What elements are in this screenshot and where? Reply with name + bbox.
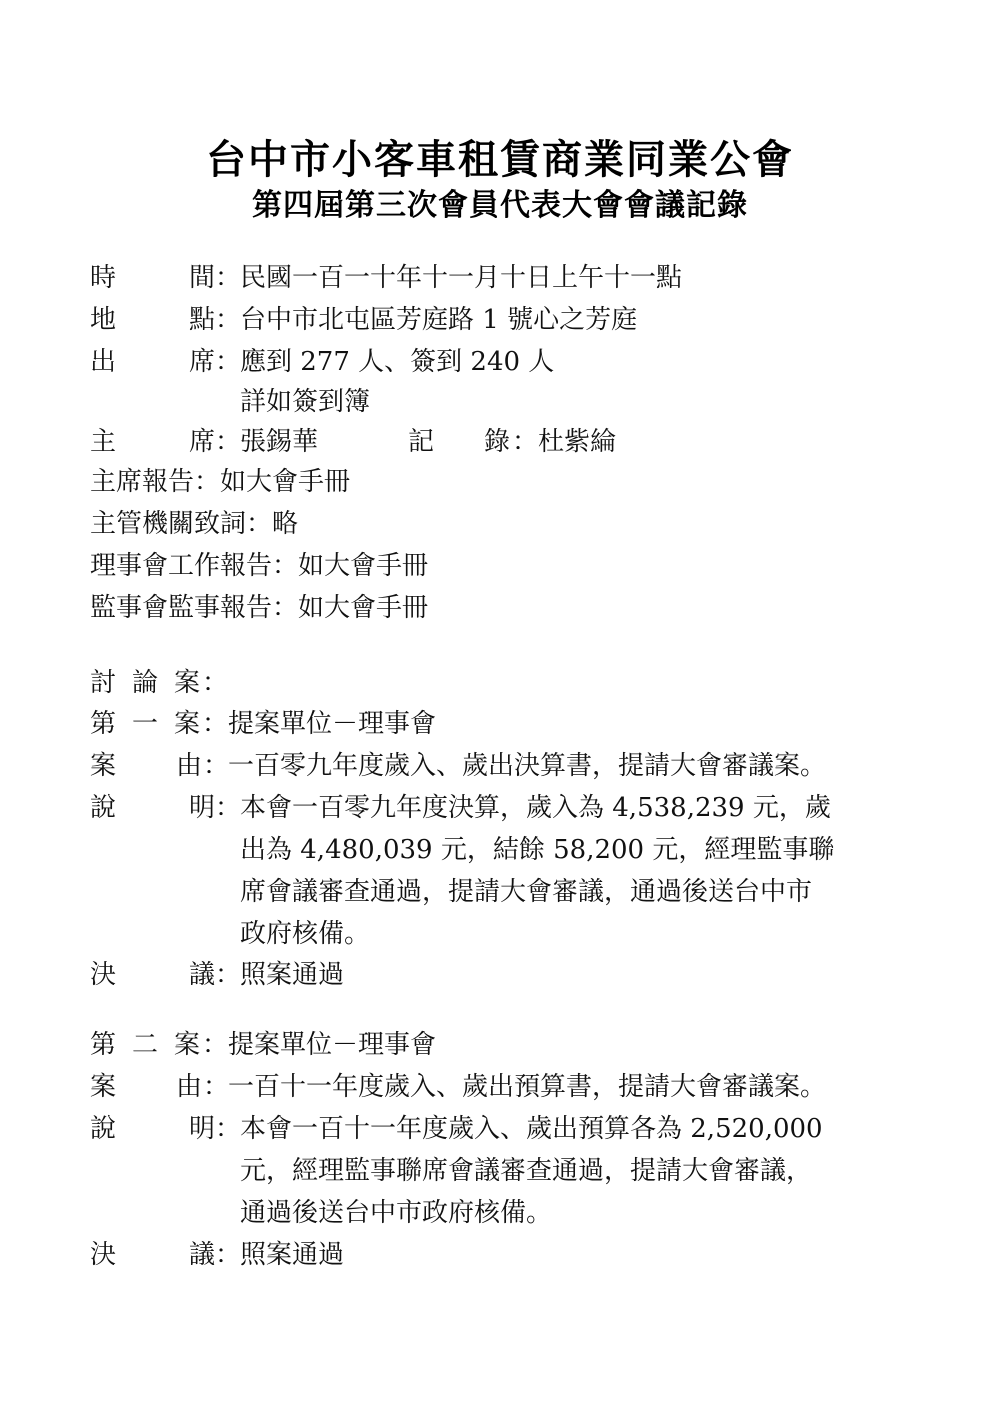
- report-row: [90, 588, 428, 628]
- chair-value: 張錫華: [240, 427, 319, 457]
- recorder-label: 記 錄: [408, 427, 510, 457]
- case-explain-row: [90, 788, 910, 828]
- case-proposer: 提案單位－理事會: [228, 1030, 437, 1060]
- place-row: [90, 300, 890, 340]
- report-row: [90, 462, 350, 502]
- colon: ：: [215, 347, 242, 377]
- report-label: 主管機關致詞: [90, 509, 247, 539]
- report-row: [90, 504, 298, 544]
- colon: ：: [203, 751, 230, 781]
- explain-label: 說 明: [90, 793, 215, 823]
- explain-line: 出為 4,480,039 元，結餘 58,200 元，經理監事聯: [240, 835, 835, 865]
- colon: ：: [203, 1072, 230, 1102]
- colon: ：: [215, 1114, 242, 1144]
- colon: ：: [512, 427, 539, 457]
- colon: ：: [215, 960, 242, 990]
- case-reason-row: [90, 1067, 910, 1107]
- explain-line: 席會議審查通過，提請大會審議，通過後送台中市: [240, 877, 813, 907]
- chair-label: 主 席: [90, 427, 215, 457]
- document-title: 台中市小客車租賃商業同業公會: [206, 137, 794, 183]
- colon: ：: [215, 793, 242, 823]
- document-subtitle: 第四屆第三次會員代表大會會議記錄: [252, 188, 748, 223]
- resolution-value: 照案通過: [240, 960, 345, 990]
- colon: ：: [202, 668, 229, 698]
- time-value: 民國一百一十年十一月十日上午十一點: [240, 263, 683, 293]
- reason-label: 案 由: [90, 1072, 202, 1102]
- colon: ：: [202, 709, 229, 739]
- colon: ：: [272, 551, 299, 581]
- place-label: 地 點: [90, 305, 215, 335]
- report-value: 如大會手冊: [298, 593, 429, 623]
- reason-label: 案 由: [90, 751, 202, 781]
- explain-line: 本會一百十一年度歲入、歲出預算各為 2,520,000: [240, 1114, 823, 1144]
- case-resolution-row: [90, 1235, 890, 1275]
- colon: ：: [194, 467, 221, 497]
- colon: ：: [215, 1240, 242, 1270]
- report-label: 監事會監事報告: [90, 593, 273, 623]
- colon: ：: [202, 1030, 229, 1060]
- time-label: 時 間: [90, 263, 215, 293]
- case-explain-row: [90, 1109, 910, 1149]
- colon: ：: [215, 427, 242, 457]
- case-resolution-row: [90, 955, 890, 995]
- case-label: 第 一 案: [90, 709, 200, 739]
- colon: ：: [272, 593, 299, 623]
- colon: ：: [215, 263, 242, 293]
- report-value: 如大會手冊: [220, 467, 351, 497]
- recorder-value: 杜紫綸: [538, 427, 617, 457]
- report-value: 如大會手冊: [298, 551, 429, 581]
- explain-line: 政府核備。: [240, 919, 371, 949]
- attendance-value: 應到 277 人、簽到 240 人: [240, 347, 555, 377]
- reason-value: 一百十一年度歲入、歲出預算書，提請大會審議案。: [228, 1072, 827, 1102]
- attendance-row: [90, 342, 890, 382]
- report-value: 略: [272, 509, 299, 539]
- report-label: 理事會工作報告: [90, 551, 273, 581]
- resolution-label: 決 議: [90, 960, 215, 990]
- resolution-label: 決 議: [90, 1240, 215, 1270]
- attendance-label: 出 席: [90, 347, 215, 377]
- case-reason-row: [90, 746, 910, 786]
- reason-value: 一百零九年度歲入、歲出決算書，提請大會審議案。: [228, 751, 827, 781]
- explain-line: 本會一百零九年度決算，歲入為 4,538,239 元，歲: [240, 793, 831, 823]
- explain-label: 說 明: [90, 1114, 215, 1144]
- explain-line: 元，經理監事聯席會議審查通過，提請大會審議，: [240, 1156, 813, 1186]
- case-label: 第 二 案: [90, 1030, 200, 1060]
- report-label: 主席報告: [90, 467, 195, 497]
- case-header: [90, 704, 890, 744]
- discussion-heading: [90, 663, 890, 703]
- attendance-note: 詳如簽到簿: [240, 387, 371, 417]
- resolution-value: 照案通過: [240, 1240, 345, 1270]
- case-header: [90, 1025, 890, 1065]
- place-value: 台中市北屯區芳庭路 1 號心之芳庭: [240, 305, 638, 335]
- explain-line: 通過後送台中市政府核備。: [240, 1198, 553, 1228]
- colon: ：: [246, 509, 273, 539]
- discussion-label: 討 論 案: [90, 668, 200, 698]
- chair-row: [90, 422, 890, 462]
- case-proposer: 提案單位－理事會: [228, 709, 437, 739]
- time-row: [90, 258, 890, 298]
- colon: ：: [215, 305, 242, 335]
- report-row: [90, 546, 428, 586]
